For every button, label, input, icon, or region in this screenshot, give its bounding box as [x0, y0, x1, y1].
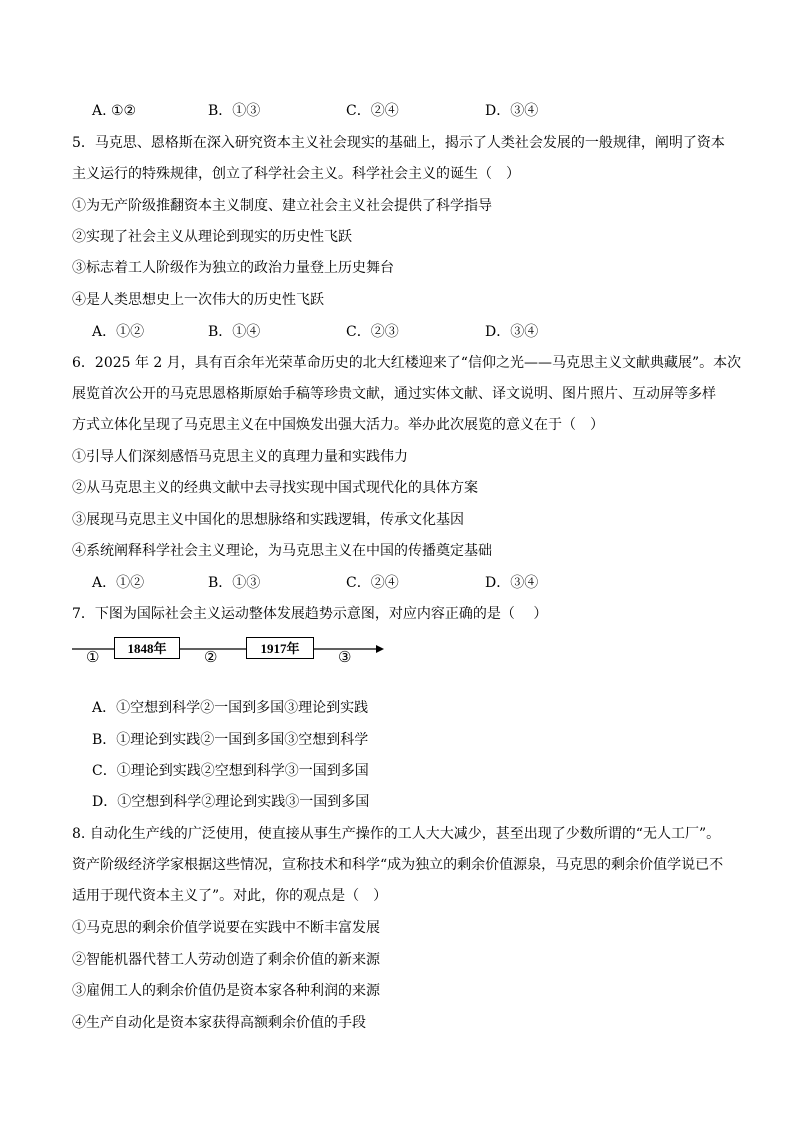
q7-option-a[interactable]: A．①空想到科学②一国到多国③理论到实践: [92, 700, 369, 716]
q7-timeline-diagram: [72, 636, 392, 670]
timeline-mark-3: ③: [338, 648, 352, 666]
q6-option-a[interactable]: A．①②: [92, 575, 145, 591]
q5-option-c[interactable]: C．②③: [346, 324, 399, 340]
q8-item-4: ④生产自动化是资本家获得高额剩余价值的手段: [72, 1015, 366, 1031]
q7-option-c[interactable]: C．①理论到实践②空想到科学③一国到多国: [92, 763, 369, 779]
q5-item-1: ①为无产阶级推翻资本主义制度、建立社会主义社会提供了科学指导: [72, 198, 492, 214]
q7-stem: 7．下图为国际社会主义运动整体发展趋势示意图，对应内容正确的是（ ）: [72, 606, 548, 622]
q4-option-c[interactable]: C．②④: [346, 103, 399, 119]
q8-stem-line-3: 适用于现代资本主义了”。对此，你的观点是（ ）: [72, 888, 388, 904]
timeline-year-box-1917: 1917年: [246, 637, 314, 659]
q4-option-a[interactable]: A. ①②: [92, 103, 137, 119]
timeline-mark-2: ②: [204, 648, 218, 666]
q8-item-1: ①马克思的剩余价值学说要在实践中不断丰富发展: [72, 920, 380, 936]
q5-item-4: ④是人类思想史上一次伟大的历史性飞跃: [72, 292, 324, 308]
q6-item-4: ④系统阐释科学社会主义理论，为马克思主义在中国的传播奠定基础: [72, 543, 492, 559]
q6-item-2: ②从马克思主义的经典文献中去寻找实现中国式现代化的具体方案: [72, 480, 478, 496]
q8-stem-line-2: 资产阶级经济学家根据这些情况，宣称技术和科学“成为独立的剩余价值源泉，马克思的剩余价值学说已不: [72, 857, 724, 873]
q7-option-d[interactable]: D．①空想到科学②理论到实践③一国到多国: [92, 794, 370, 810]
q6-item-1: ①引导人们深刻感悟马克思主义的真理力量和实践伟力: [72, 449, 408, 465]
q5-option-d[interactable]: D．③④: [485, 324, 539, 340]
q6-stem-line-1: 6．2025 年 2 月，具有百余年光荣革命历史的北大红楼迎来了“信仰之光——马克思主义文献典藏展”。本次: [72, 355, 742, 371]
q6-item-3: ③展现马克思主义中国化的思想脉络和实践逻辑，传承文化基因: [72, 512, 464, 528]
q5-option-b[interactable]: B．①④: [208, 324, 261, 340]
q8-stem-line-1: 8. 自动化生产线的广泛使用，使直接从事生产操作的工人大大减少，甚至出现了少数所谓的“无人工厂”。: [72, 826, 721, 842]
q4-option-b[interactable]: B．①③: [208, 103, 261, 119]
q7-option-b[interactable]: B．①理论到实践②一国到多国③空想到科学: [92, 732, 369, 748]
q5-stem-line-1: 5．马克思、恩格斯在深入研究资本主义社会现实的基础上，揭示了人类社会发展的一般规律，阐明了资本: [72, 135, 725, 151]
timeline-year-box-1848: 1848年: [114, 637, 180, 659]
q8-item-3: ③雇佣工人的剩余价值仍是资本家各种利润的来源: [72, 983, 380, 999]
q6-stem-line-3: 方式立体化呈现了马克思主义在中国焕发出强大活力。举办此次展览的意义在于（ ）: [72, 417, 604, 433]
q5-stem-line-2: 主义运行的特殊规律，创立了科学社会主义。科学社会主义的诞生（ ）: [72, 166, 520, 182]
timeline-mark-1: ①: [86, 648, 100, 666]
q5-item-2: ②实现了社会主义从理论到现实的历史性飞跃: [72, 229, 352, 245]
q6-stem-line-2: 展览首次公开的马克思恩格斯原始手稿等珍贵文献，通过实体文献、译文说明、图片照片、互动屏等多样: [72, 386, 716, 402]
q6-option-d[interactable]: D．③④: [485, 575, 539, 591]
q8-item-2: ②智能机器代替工人劳动创造了剩余价值的新来源: [72, 952, 380, 968]
q6-option-c[interactable]: C．②④: [346, 575, 399, 591]
q4-option-d[interactable]: D．③④: [485, 103, 539, 119]
q5-item-3: ③标志着工人阶级作为独立的政治力量登上历史舞台: [72, 260, 394, 276]
q6-option-b[interactable]: B．①③: [208, 575, 261, 591]
q5-option-a[interactable]: A．①②: [92, 324, 145, 340]
